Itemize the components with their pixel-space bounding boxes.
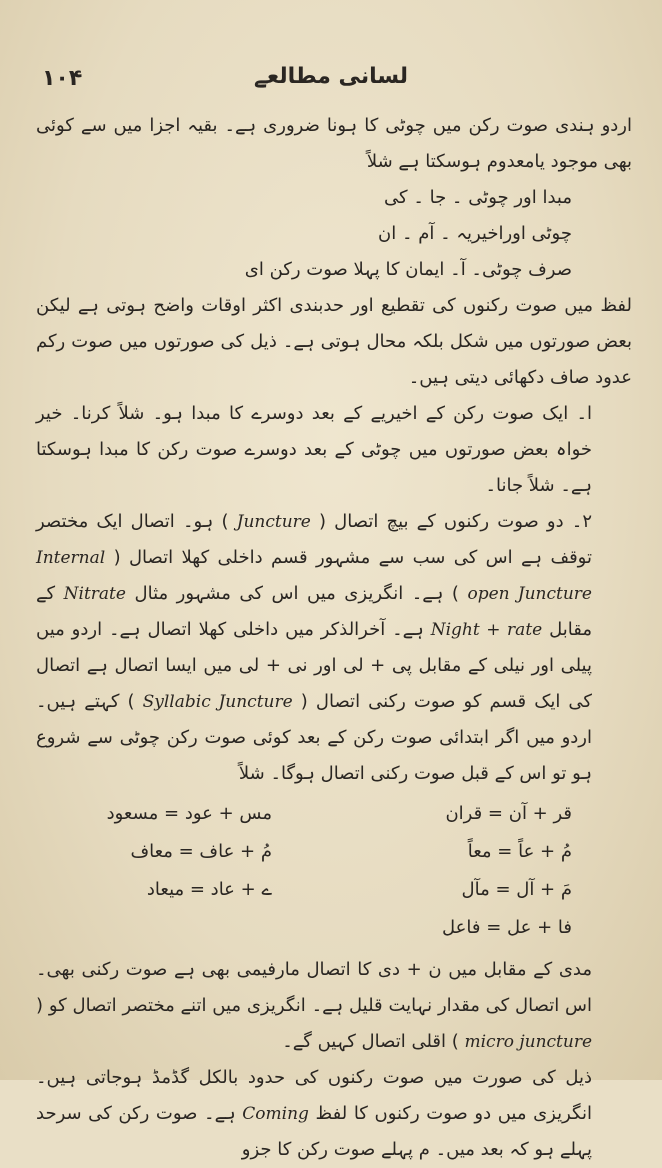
paragraph-1: اردو ہندی صوت رکن میں چوٹی کا ہونا ضروری ہے۔ بقیہ اجزا میں سے کوئی بھی موجود یامعدوم ہوسکتا ہے شلاً — [36, 115, 632, 172]
body-text — [36, 108, 632, 1168]
p4-text-c: ) ہے۔ انگریزی میں اس کی مشہور مثال — [134, 583, 459, 604]
equation-left-2: مُ + عاف = معاف — [130, 841, 272, 862]
example-2: چوٹی اوراخیریہ ۔ آم ۔ ان — [378, 223, 572, 244]
paragraph-4 — [36, 504, 632, 792]
p4-latin-internal-open-juncture: Internal open Juncture — [36, 548, 592, 604]
paragraph-2: لفظ میں صوت رکنوں کی تقطیع اور حدبندی اکثر اوقات واضح ہوتی ہے لیکن بعض صورتوں میں شکل بلکہ محال ہوتی ہے۔ ذیل کی صورتوں میں صوت رکم عدود صاف دکھائی دیتی ہیں۔ — [36, 295, 632, 388]
p4-latin-nitrate: Nitrate — [63, 584, 126, 604]
example-1: مبدا اور چوٹی ۔ جا ۔ کی — [384, 187, 572, 208]
p4-latin-night-rate: Night + rate — [430, 620, 543, 640]
p6-text-b: ہے۔ صوت رکن کی سرحد پہلے ہو کہ بعد میں۔ م پہلے صوت رکن کا جزو — [36, 1103, 592, 1160]
equation-list — [36, 798, 632, 944]
p4-text-f: ) کہتے ہیں۔ اردو میں اگر ابتدائی صوت رکن کے بعد کوئی صوت رکن چوٹی سے شروع ہو تو اس کے قبل صوت رکنی اتصال ہوگا۔ شلاً — [36, 691, 592, 784]
p5-text-b: ) اقلی اتصال کہیں گے۔ — [282, 1031, 459, 1052]
paragraph-6 — [36, 1060, 632, 1168]
equation-right-1: قر + آن = قران — [445, 803, 572, 824]
p4-text-a: ۲۔ دو صوت رکنوں کے بیچ اتصال ( — [318, 511, 592, 532]
equation-left-1: مس + عود = مسعود — [106, 803, 272, 824]
equation-left-4 — [52, 912, 272, 944]
p6-text-a: ذیل کی صورت میں صوت رکنوں کی حدود بالکل گڈمڈ ہوجاتی ہیں۔ انگریزی میں دو صوت رکنوں کا لفظ — [36, 1067, 592, 1124]
example-3: صرف چوٹی۔ آ۔ ایمان کا پہلا صوت رکن ای — [244, 259, 572, 280]
p4-text-d: کے مقابل — [36, 583, 592, 640]
equation-right-4: فا + عل = فاعل — [442, 917, 572, 938]
page-number: ۱۰۴ — [42, 66, 83, 91]
p4-latin-syllabic-juncture: Syllabic Juncture — [142, 692, 293, 712]
equation-left-3: ے + عاد = میعاد — [146, 879, 272, 900]
p6-latin-coming: Coming — [242, 1104, 309, 1124]
p4-latin-juncture: Juncture — [236, 512, 311, 532]
p5-text-a: مدی کے مقابل میں ن + دی کا اتصال مارفیمی بھی ہے صوت رکنی بھی۔ اس اتصال کی مقدار نہایت قلیل ہے۔ انگریزی میں اتنے مختصر اتصال کو ( — [36, 959, 592, 1016]
running-head: لسانی مطالعے — [254, 64, 408, 89]
p4-text-b: ) ہو۔ اتصال ایک مختصر توقف ہے اس کی سب سے مشہور قسم داخلی کھلا اتصال ( — [36, 511, 592, 568]
paragraph-5 — [36, 952, 632, 1060]
paragraph-3: ا۔ ایک صوت رکن کے اخیریے کے بعد دوسرے کا مبدا ہو۔ شلاً کرنا۔ خیر خواہ بعض صورتوں میں چوٹی کے بعد دوسرے صوت رکن کا مبدا ہوسکتا ہے۔ شلاً جانا۔ — [36, 403, 592, 496]
equation-right-2: مُ + عاً = معاً — [467, 841, 572, 862]
p5-latin-micro-juncture: micro juncture — [464, 1032, 592, 1052]
p4-text-e: ہے۔ آخرالذکر میں داخلی کھلا اتصال ہے۔ اردو میں پیلی اور نیلی کے مقابل پی + لی اور نی + لی میں ایسا اتصال ہے اتصال کی ایک قسم کو صوت رکنی اتصال ( — [36, 619, 592, 712]
equation-right-3: مَ + آل = مآل — [461, 879, 572, 900]
